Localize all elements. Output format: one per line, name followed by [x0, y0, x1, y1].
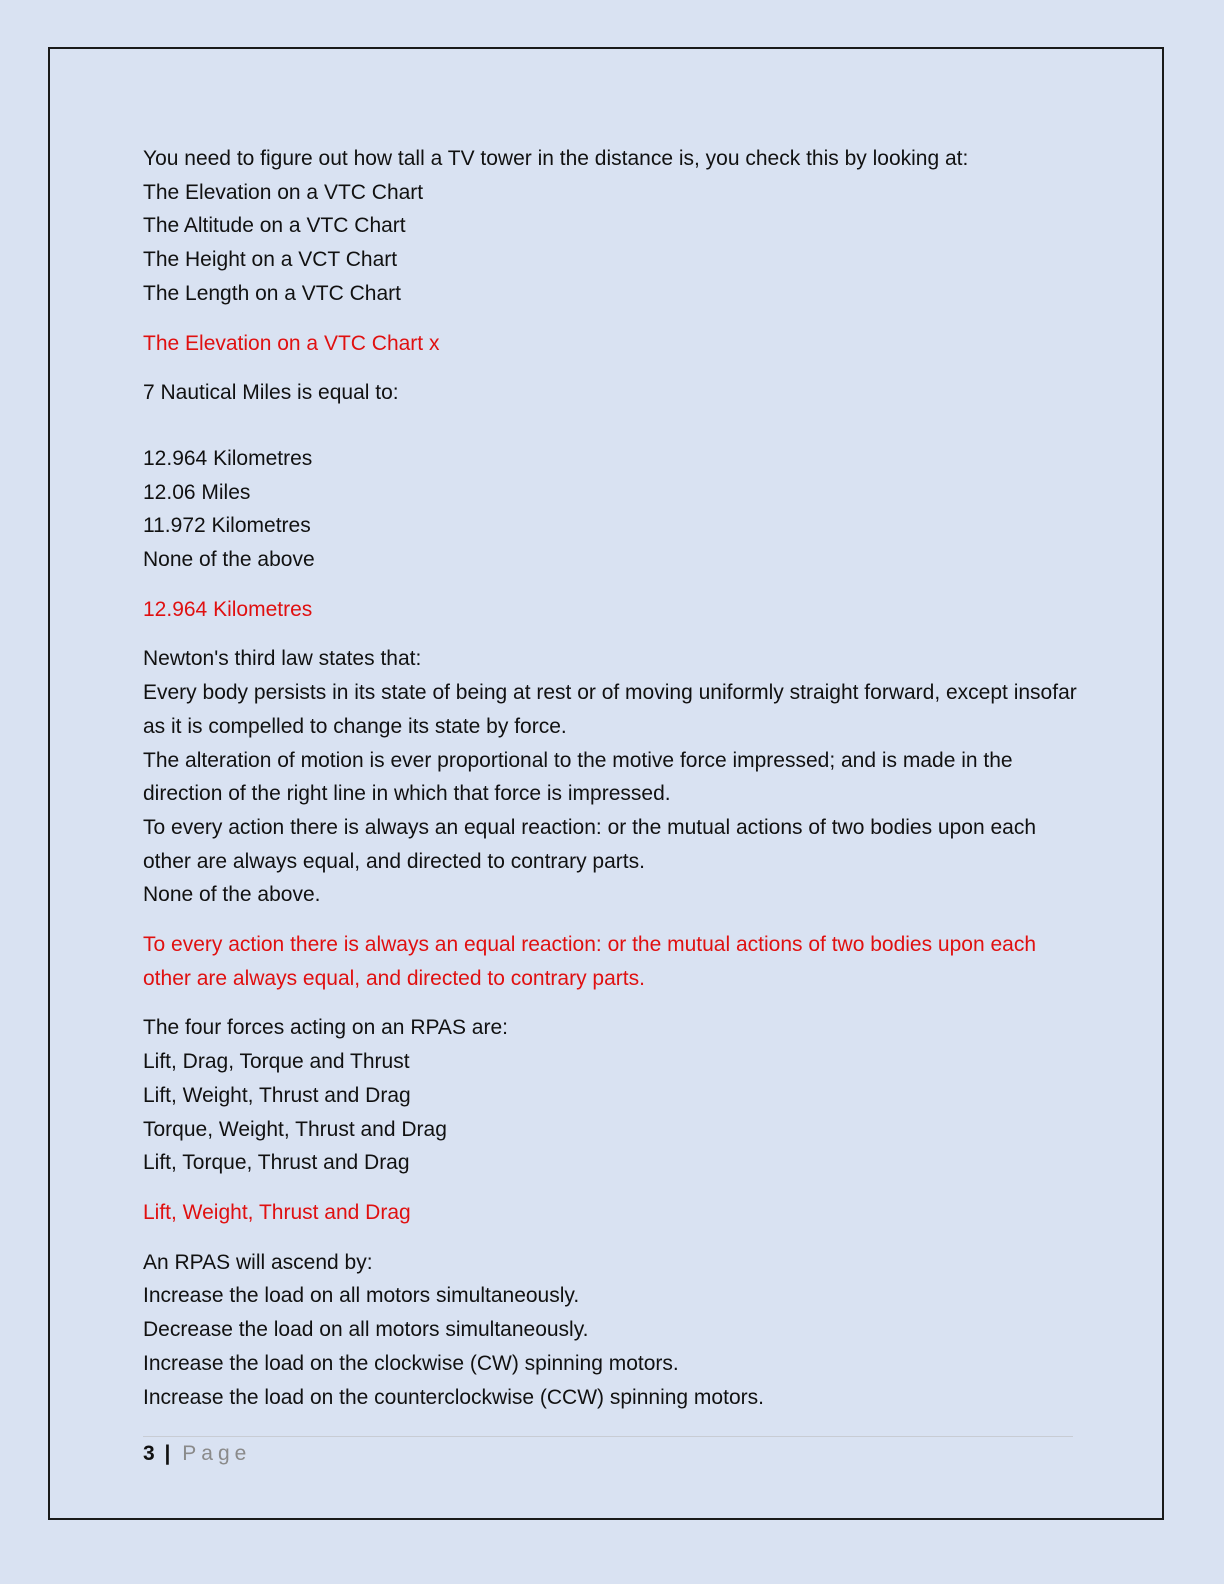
answer-option: The Length on a VTC Chart	[143, 281, 401, 305]
answer-option: Lift, Weight, Thrust and Drag	[143, 1083, 411, 1107]
question-block	[143, 642, 1083, 912]
answer-option: Decrease the load on all motors simultaneously.	[143, 1318, 589, 1342]
page-label: Page	[182, 1442, 252, 1465]
document-body	[143, 142, 1083, 1414]
footer-divider	[143, 1436, 1073, 1437]
page-separator: |	[164, 1442, 171, 1465]
answer-option: Increase the load on the clockwise (CW) spinning motors.	[143, 1351, 679, 1375]
question-text: Newton's third law states that:	[143, 647, 422, 671]
answer-option: Increase the load on the counterclockwise (CCW) spinning motors.	[143, 1385, 764, 1409]
question-block	[143, 376, 1083, 577]
answer-option: Lift, Torque, Thrust and Drag	[143, 1151, 410, 1175]
correct-answer: Lift, Weight, Thrust and Drag	[143, 1200, 411, 1224]
answer-option: Lift, Drag, Torque and Thrust	[143, 1050, 410, 1074]
question-text: You need to figure out how tall a TV tower in the distance is, you check this by looking at:	[143, 147, 969, 170]
answer-option: Increase the load on all motors simultaneously.	[143, 1284, 580, 1308]
page-footer	[143, 1440, 251, 1468]
answer-option: Every body persists in its state of being at rest or of moving uniformly straight forward, except insofar as it is compelled to change its state by force.	[143, 681, 1077, 738]
answer-option: The Height on a VCT Chart	[143, 248, 398, 272]
correct-answer: To every action there is always an equal reaction: or the mutual actions of two bodies upon each other are always equal, and directed to contrary parts.	[143, 933, 1037, 990]
question-block	[143, 1246, 1083, 1415]
page-number: 3	[143, 1442, 155, 1465]
answer-option: To every action there is always an equal reaction: or the mutual actions of two bodies upon each other are always equal, and directed to contrary parts.	[143, 815, 1037, 873]
answer-option: 12.06 Miles	[143, 480, 251, 504]
answer-option: 11.972 Kilometres	[143, 514, 311, 538]
answer-option: The alteration of motion is ever proportional to the motive force impressed; and is made in the direction of the right line in which that force is impressed.	[143, 748, 1013, 806]
question-block	[143, 142, 1083, 311]
question-text: 7 Nautical Miles is equal to:	[143, 381, 399, 405]
answer-option: None of the above	[143, 548, 315, 572]
correct-answer: The Elevation on a VTC Chart x	[143, 331, 440, 355]
answer-option: None of the above.	[143, 883, 321, 907]
answer-option: Torque, Weight, Thrust and Drag	[143, 1117, 447, 1141]
question-block	[143, 1011, 1083, 1180]
question-text: An RPAS will ascend by:	[143, 1250, 373, 1274]
question-text: The four forces acting on an RPAS are:	[143, 1016, 508, 1040]
answer-option: The Elevation on a VTC Chart	[143, 180, 424, 204]
answer-option: The Altitude on a VTC Chart	[143, 214, 406, 238]
correct-answer: 12.964 Kilometres	[143, 597, 313, 621]
answer-option: 12.964 Kilometres	[143, 446, 313, 470]
